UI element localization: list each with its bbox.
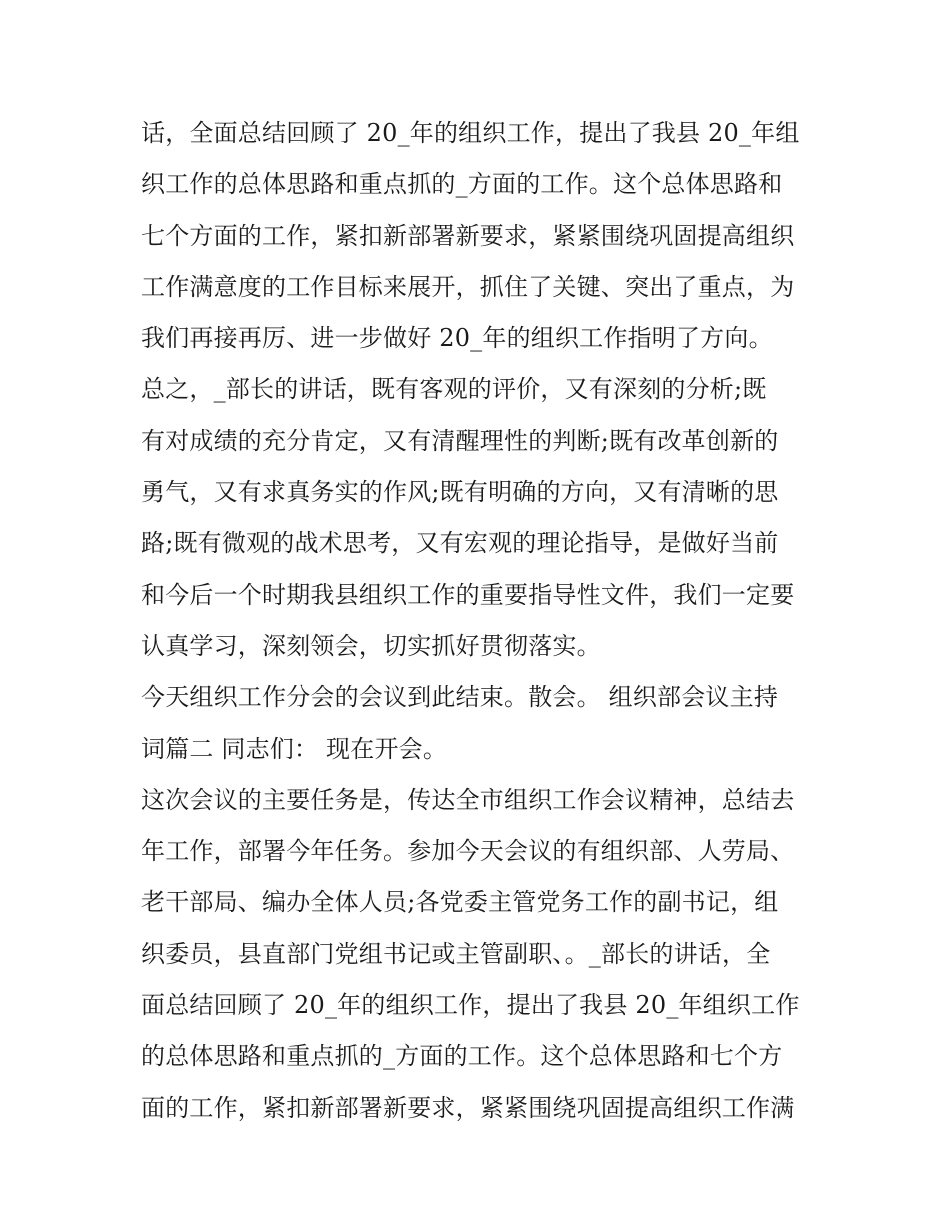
- text-line-14: 这次会议的主要任务是，传达全市组织工作会议精神，总结去: [141, 785, 795, 814]
- text-line-16: 老干部局、编办全体人员;各党委主管党务工作的副书记，组: [141, 888, 779, 917]
- text-line-15: 年工作，部署今年任务。参加今天会议的有组织部、人劳局、: [141, 837, 795, 866]
- text-line-13: 词篇二 同志们： 现在开会。: [141, 734, 448, 763]
- text-line-5: 我们再接再厉、进一步做好 20_年的组织工作指明了方向。: [141, 324, 773, 353]
- text-line-18: 面总结回顾了 20_年的组织工作，提出了我县 20_年组织工作: [141, 991, 800, 1020]
- text-line-3: 七个方面的工作，紧扣新部署新要求，紧紧围绕巩固提高组织: [141, 221, 795, 250]
- text-line-7: 有对成绩的充分肯定，又有清醒理性的判断;既有改革创新的: [141, 426, 779, 455]
- text-line-4: 工作满意度的工作目标来展开，抓住了关键、突出了重点，为: [141, 272, 795, 301]
- text-line-17: 织委员，县直部门党组书记或主管副职、。_部长的讲话，全: [141, 939, 771, 968]
- text-line-9: 路;既有微观的战术思考，又有宏观的理论指导，是做好当前: [141, 529, 779, 558]
- text-line-12: 今天组织工作分会的会议到此结束。散会。 组织部会议主持: [141, 683, 779, 712]
- text-line-20: 面的工作，紧扣新部署新要求，紧紧围绕巩固提高组织工作满: [141, 1093, 795, 1122]
- text-line-10: 和今后一个时期我县组织工作的重要指导性文件，我们一定要: [141, 580, 795, 609]
- text-line-6: 总之，_部长的讲话，既有客观的评价，又有深刻的分析;既: [141, 375, 767, 404]
- text-line-19: 的总体思路和重点抓的_方面的工作。这个总体思路和七个方: [141, 1042, 783, 1071]
- body-text: [141, 108, 821, 1134]
- text-line-8: 勇气，又有求真务实的作风;既有明确的方向，又有清晰的思: [141, 478, 779, 507]
- text-line-1: 话，全面总结回顾了 20_年的组织工作，提出了我县 20_年组: [141, 119, 800, 147]
- text-line-11: 认真学习，深刻领会，切实抓好贯彻落实。: [141, 631, 601, 660]
- text-line-2: 织工作的总体思路和重点抓的_方面的工作。这个总体思路和: [141, 170, 783, 199]
